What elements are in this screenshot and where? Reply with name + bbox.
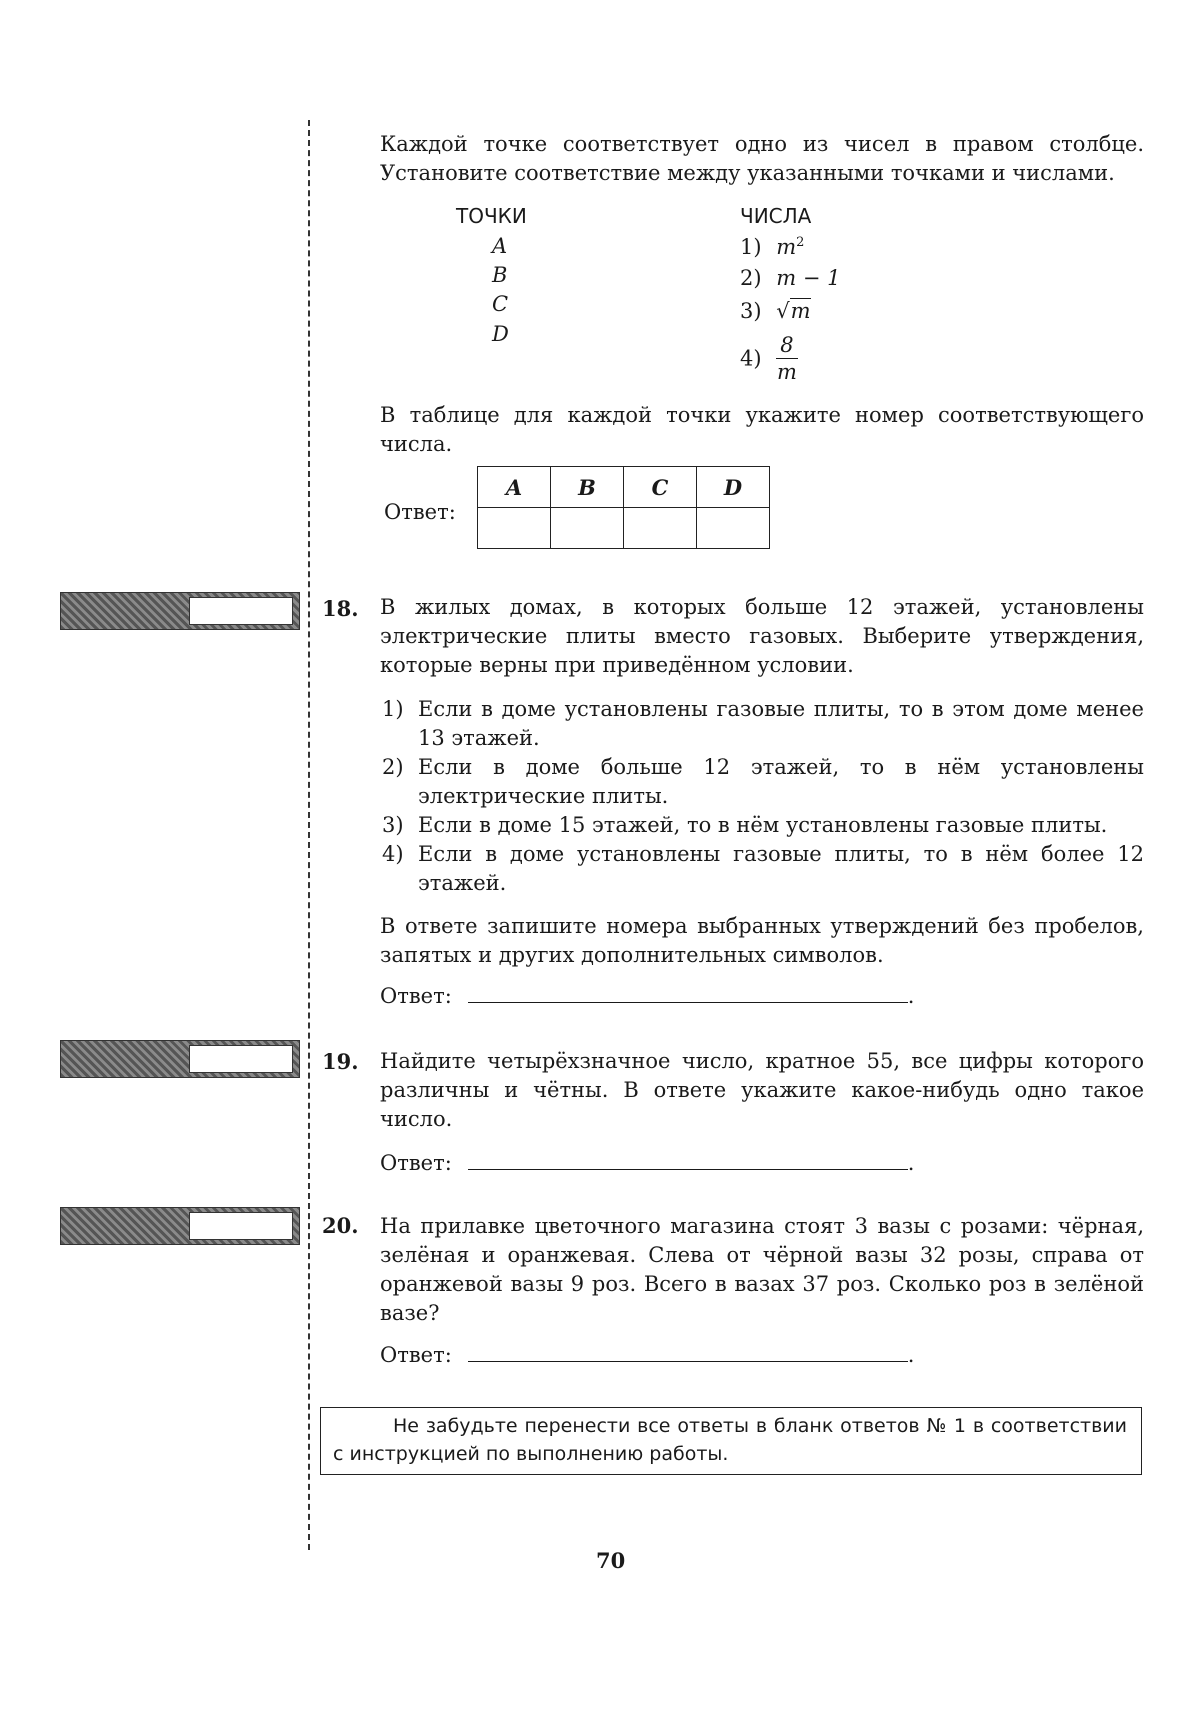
answer-field[interactable]	[468, 982, 908, 1003]
answer-cell-c[interactable]	[624, 508, 697, 549]
point-b: B	[492, 263, 508, 287]
option-1: 1) $m^2$	[740, 235, 805, 259]
cut-line	[308, 120, 310, 1550]
task17-intro: Каждой точке соответствует одно из чисел в правом столбце. Установите соответствие между указанными точками и числами.	[380, 132, 1144, 185]
point-d: D	[492, 322, 509, 346]
table-instruction: В таблице для каждой точки укажите номер соответствующего числа.	[380, 403, 1144, 456]
option-4: 4) $\frac{8}{m}$	[740, 333, 797, 384]
answer-cell-b[interactable]	[551, 508, 624, 549]
answer-table	[477, 466, 770, 549]
answer-cell-d[interactable]	[697, 508, 770, 549]
answer-table-header: C	[624, 467, 697, 508]
answer-label-17: Ответ:	[384, 500, 456, 524]
task20-marker	[60, 1207, 300, 1245]
notice-box	[320, 1407, 1142, 1475]
point-a: A	[492, 234, 508, 258]
answer-label: Ответ:	[380, 984, 452, 1008]
numbers-header: ЧИСЛА	[740, 204, 812, 228]
point-c: C	[492, 292, 509, 316]
task20-answer: Ответ: .	[380, 1343, 915, 1367]
option-2: 2) m − 1	[740, 266, 841, 290]
task19-marker	[60, 1040, 300, 1078]
answer-label: Ответ:	[380, 1151, 452, 1175]
answer-table-header: A	[478, 467, 551, 508]
option-3: 3) √m	[740, 299, 811, 323]
task18-answer: Ответ: .	[380, 984, 915, 1008]
task18-marker	[60, 592, 300, 630]
task18-instruction: В ответе запишите номера выбранных утверждений без пробелов, запятых и других дополнительных символов.	[380, 914, 1144, 967]
task19-text: Найдите четырёхзначное число, кратное 55, все цифры которого различны и чётны. В ответе укажите какое-нибудь одно такое число.	[380, 1049, 1144, 1131]
answer-cell-a[interactable]	[478, 508, 551, 549]
task18-text: В жилых домах, в которых больше 12 этажей, установлены электрические плиты вместо газовых. Выберите утверждения, которые верны при приведённом условии.	[380, 595, 1144, 677]
task20-text: На прилавке цветочного магазина стоят 3 вазы с розами: чёрная, зелёная и оранжевая. Слева от чёрной вазы 32 розы, справа от оранжевой вазы 9 роз. Всего в вазах 37 роз. Сколько роз в зелёной вазе?	[380, 1214, 1144, 1325]
notice-text: Не забудьте перенести все ответы в бланк ответов № 1 в соответствии с инструкцией по выполнению работы.	[333, 1415, 1127, 1465]
answer-table-header: B	[551, 467, 624, 508]
answer-field[interactable]	[468, 1341, 908, 1362]
task19-number: 19.	[322, 1049, 359, 1074]
task18-number: 18.	[322, 596, 359, 621]
answer-table-header: D	[697, 467, 770, 508]
answer-field[interactable]	[468, 1149, 908, 1170]
page-number: 70	[596, 1548, 626, 1573]
task20-number: 20.	[322, 1213, 359, 1238]
points-header: ТОЧКИ	[456, 204, 527, 228]
task19-answer: Ответ: .	[380, 1151, 915, 1175]
answer-label: Ответ:	[380, 1343, 452, 1367]
